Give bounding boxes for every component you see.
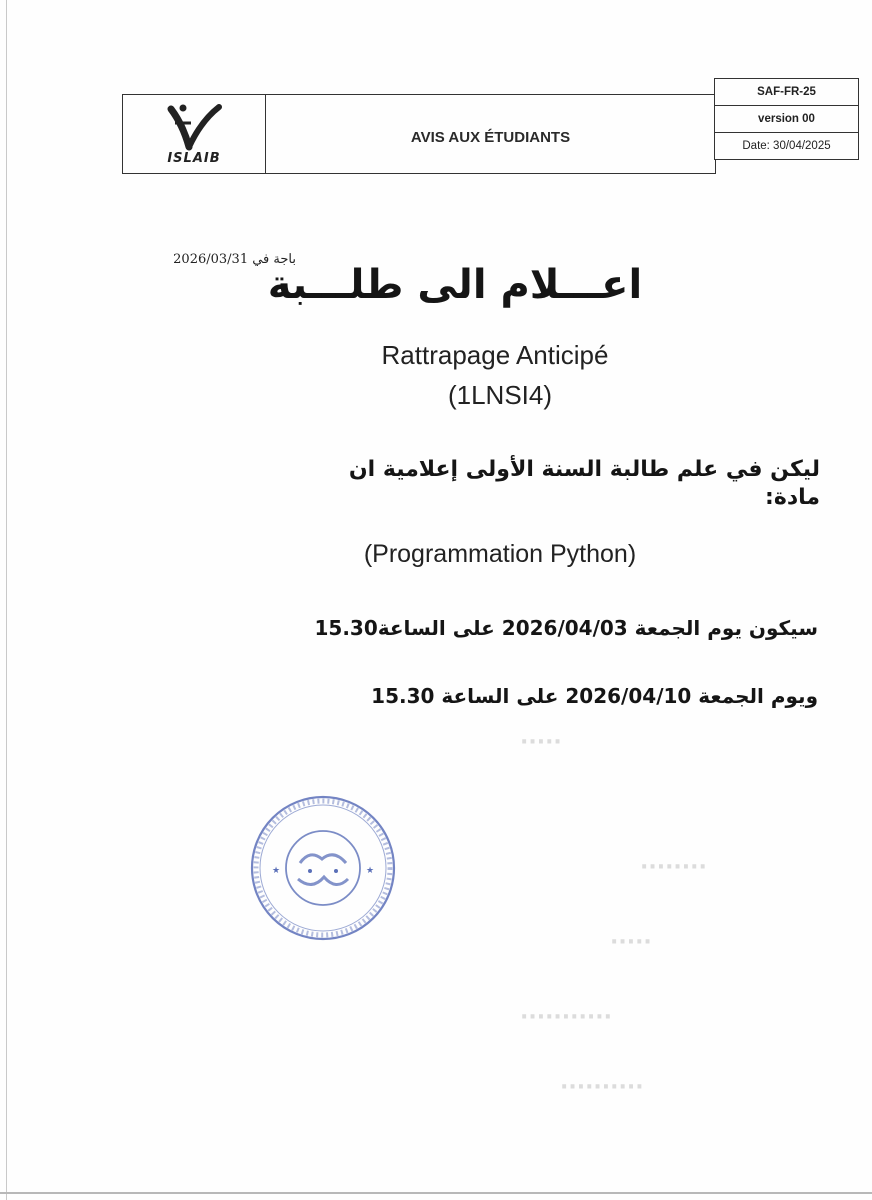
document-date: Date: 30/04/2025 <box>742 140 831 152</box>
bleed-through-mark: ····· <box>610 930 652 955</box>
official-stamp-icon <box>248 793 398 943</box>
page-edge <box>6 0 7 1200</box>
document-title: AVIS AUX ÉTUDIANTS <box>410 128 571 146</box>
subtitle-line-2: (1LNSI4) <box>447 380 553 410</box>
place-date: باجة في 2026/03/31 <box>173 252 296 267</box>
subject-name: (Programmation Python) <box>363 540 637 568</box>
bleed-through-mark: ········ <box>640 855 707 880</box>
schedule-line-2: ويوم الجمعة 2026/04/10 على الساعة 15.30 <box>371 684 818 708</box>
bleed-through-mark: ·········· <box>560 1075 644 1100</box>
document-version: version 00 <box>715 106 858 133</box>
document-meta <box>714 78 859 160</box>
page-edge-bottom <box>0 1192 872 1194</box>
logo <box>123 95 266 173</box>
svg-text:★: ★ <box>366 866 375 876</box>
bleed-through-mark: ··········· <box>520 1005 612 1030</box>
schedule-line-1: سيكون يوم الجمعة 2026/04/03 على الساعة15.30 <box>314 616 818 640</box>
logo-text: ISLAIB <box>167 151 221 166</box>
bleed-through-mark: ····· <box>520 730 562 755</box>
logo-mark-icon <box>161 103 229 153</box>
svg-text:★: ★ <box>272 866 281 876</box>
notice-title: اعـــلام الى طلـــبة <box>267 262 643 308</box>
subtitle-line-1: Rattrapage Anticipé <box>381 340 609 370</box>
document-header <box>122 94 716 174</box>
document-code: SAF-FR-25 <box>715 79 858 106</box>
notice-subtitle <box>300 335 690 415</box>
notice-body: ليكن في علم طالبة السنة الأولى إعلامية ان مادة: <box>348 457 820 510</box>
